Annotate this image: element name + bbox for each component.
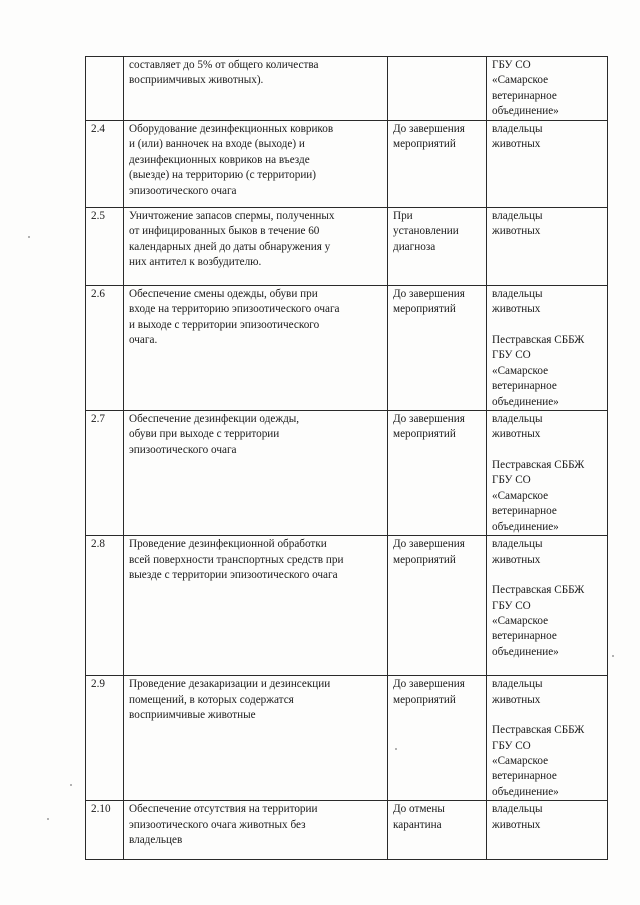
responsible-line: объединение» [492,785,559,798]
responsible-line: владельцы [492,678,543,691]
term-cell [388,536,487,676]
action-line: эпизоотического очага [129,184,237,197]
responsible-line: объединение» [492,645,559,658]
action-line: и (или) ванночек на входе (выходе) и [129,138,305,151]
responsible-line: животных [492,138,541,151]
action-line: Оборудование дезинфекционных ковриков [129,122,334,135]
term-cell [388,285,487,410]
responsible-line: «Самарское [492,489,549,502]
term-line: мероприятий [393,693,456,706]
term-line: До завершения [393,122,465,135]
responsible-line: животных [492,428,541,441]
row-number [86,57,124,121]
action-line: входе на территорию эпизоотического очага [129,303,340,316]
responsible-line: ГБУ СО [492,59,531,71]
spacer [492,708,603,723]
responsible-line: ветеринарное [492,630,557,643]
row-number: 2.10 [86,801,124,860]
responsible-line: Пестравская СББЖ [492,724,585,737]
responsible-line: владельцы [492,209,543,222]
action-line: Обеспечение отсутствия на территории [129,803,318,816]
action-cell [124,120,388,207]
action-cell [124,676,388,801]
scan-speck [47,818,49,820]
table-row [86,801,608,860]
responsible-line: объединение» [492,520,559,533]
responsible-line: Пестравская СББЖ [492,333,585,346]
action-line: выезде с территории эпизоотического очага [129,569,338,582]
responsible-cell [487,676,608,801]
row-number: 2.6 [86,285,124,410]
responsible-cell [487,801,608,860]
responsible-cell [487,536,608,676]
term-line: До завершения [393,287,465,300]
spacer [492,318,603,333]
action-line: обуви при выходе с территории [129,428,280,441]
scan-speck [612,655,614,657]
responsible-line: объединение» [492,395,559,408]
responsible-cell [487,207,608,285]
responsible-line: животных [492,818,541,831]
table-row [86,120,608,207]
action-line: (выезде) на территорию (с территории) [129,169,317,182]
responsible-line: владельцы [492,412,543,425]
responsible-line: владельцы [492,538,543,551]
table-row [86,57,608,121]
row-number: 2.8 [86,536,124,676]
responsible-line: «Самарское [492,364,549,377]
action-line: всей поверхности транспортных средств при [129,553,344,566]
action-line: от инфицированных быков в течение 60 [129,225,320,238]
responsible-line: животных [492,225,541,238]
action-line: эпизоотического очага [129,443,237,456]
measures-table [85,56,608,860]
responsible-line: владельцы [492,803,543,816]
table-row [86,285,608,410]
table-row [86,536,608,676]
responsible-line: ветеринарное [492,380,557,393]
term-cell [388,120,487,207]
row-number: 2.7 [86,410,124,535]
scan-speck [28,236,30,238]
responsible-line: ветеринарное [492,505,557,518]
action-line: них антител к возбудителю. [129,256,262,269]
action-line: составляет до 5% от общего количества [129,59,319,71]
action-line: восприимчивые животные [129,709,256,722]
responsible-line: ГБУ СО [492,739,531,752]
action-line: Уничтожение запасов спермы, полученных [129,209,335,222]
table-row [86,676,608,801]
responsible-cell [487,120,608,207]
term-cell [388,207,487,285]
term-line: До завершения [393,412,465,425]
action-cell [124,801,388,860]
term-line: карантина [393,818,442,831]
action-line: дезинфекционных ковриков на въезде [129,153,310,166]
responsible-line: Пестравская СББЖ [492,584,585,597]
term-line: До завершения [393,678,465,691]
term-line: мероприятий [393,138,456,151]
row-number: 2.5 [86,207,124,285]
term-line: мероприятий [393,428,456,441]
action-cell [124,536,388,676]
responsible-line: владельцы [492,122,543,135]
responsible-line: животных [492,553,541,566]
action-line: Проведение дезинфекционной обработки [129,538,327,551]
term-cell [388,801,487,860]
responsible-line: владельцы [492,287,543,300]
row-number: 2.9 [86,676,124,801]
responsible-line: животных [492,693,541,706]
action-line: Обеспечение смены одежды, обуви при [129,287,318,300]
term-cell [388,410,487,535]
spacer [492,443,603,458]
action-line: и выходе с территории эпизоотического [129,318,320,331]
scan-speck [70,784,72,786]
action-cell [124,57,388,121]
table-row [86,207,608,285]
responsible-cell [487,285,608,410]
scan-speck [395,748,397,750]
responsible-line: ГБУ СО [492,599,531,612]
term-line: мероприятий [393,303,456,316]
term-line: установлении [393,225,459,238]
responsible-line: животных [492,303,541,316]
action-cell [124,285,388,410]
responsible-line: ГБУ СО [492,349,531,362]
term-line: диагноза [393,240,436,253]
responsible-line: ГБУ СО [492,474,531,487]
responsible-line: ветеринарное [492,89,557,102]
action-line: очага. [129,334,158,347]
responsible-line: Пестравская СББЖ [492,458,585,471]
responsible-line: ветеринарное [492,770,557,783]
action-line: владельцев [129,834,183,847]
spacer [492,568,603,583]
responsible-cell [487,57,608,121]
action-line: эпизоотического очага животных без [129,818,306,831]
responsible-cell [487,410,608,535]
term-cell [388,57,487,121]
action-line: календарных дней до даты обнаружения у [129,240,331,253]
action-cell [124,410,388,535]
row-number: 2.4 [86,120,124,207]
responsible-line: «Самарское [492,754,549,767]
action-line: восприимчивых животных). [129,74,264,87]
action-line: Обеспечение дезинфекции одежды, [129,412,300,425]
responsible-line: «Самарское [492,614,549,627]
term-line: При [393,209,413,222]
action-cell [124,207,388,285]
action-line: Проведение дезакаризации и дезинсекции [129,678,331,691]
action-line: помещений, в которых содержатся [129,693,294,706]
table-row [86,410,608,535]
responsible-line: «Самарское [492,74,549,87]
responsible-line: объединение» [492,105,559,118]
term-line: До завершения [393,538,465,551]
term-line: До отмены [393,803,445,816]
term-cell [388,676,487,801]
term-line: мероприятий [393,553,456,566]
